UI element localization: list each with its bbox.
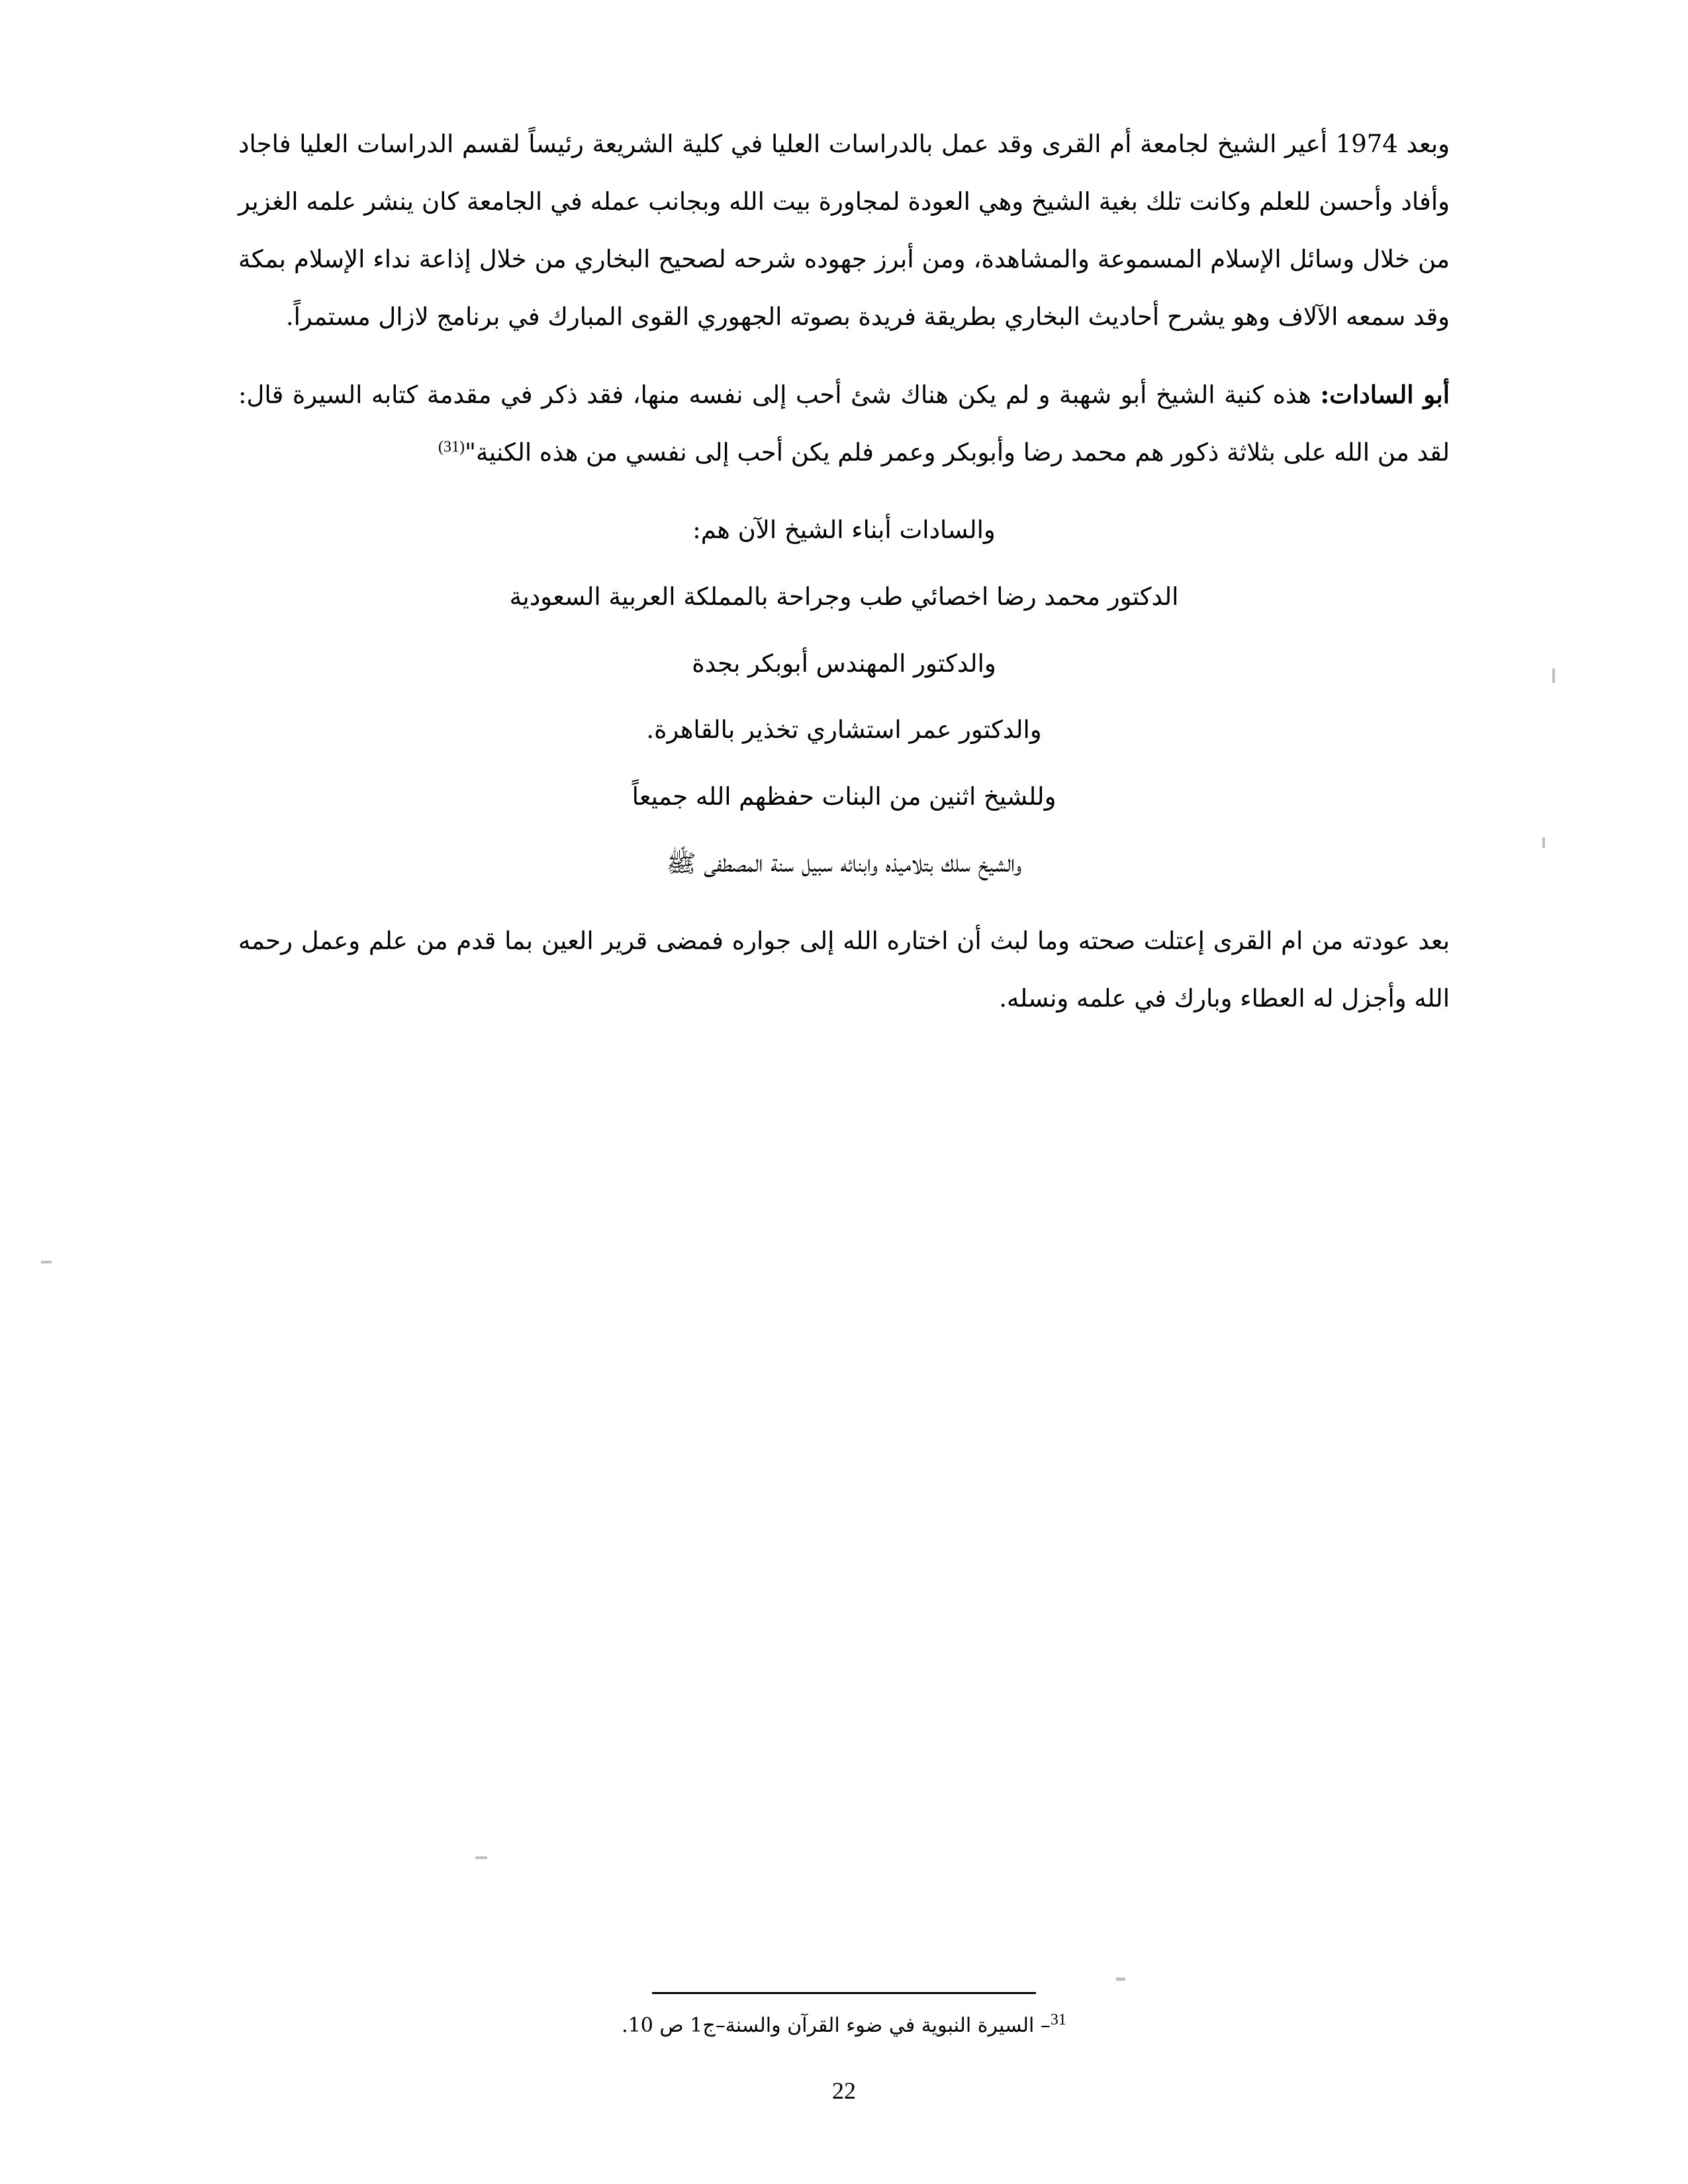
paragraph-8: والشيخ سلك بتلاميذه وابنائه سبيل سنة المصطفى ﷺ [666,849,1022,878]
paragraph-spacer [238,692,1450,702]
scan-speck [475,1856,487,1859]
paragraph-spacer [238,893,1450,913]
footnote-separator [652,1992,1036,1994]
scan-speck [1552,668,1555,683]
paragraph-spacer [238,759,1450,768]
paragraph-3: والسادات أبناء الشيخ الآن هم: [692,515,996,544]
footnote-area [238,1992,1450,2042]
scan-speck [41,1261,52,1263]
footnote-31 [238,2010,1450,2042]
scan-speck [1116,1978,1125,1981]
paragraph-1: وبعد 1974 أعير الشيخ لجامعة أم القرى وقد عمل بالدراسات العليا في كلية الشريعة رئيساً لقسم الدراسات العليا فاجاد وأفاد وأحسن للعلم وكانت تلك بغية الشيخ وهي العودة لمجاورة بيت الله وبجانب عمله في الجامعة كان ينشر علمه الغزير من خلال وسائل الإسلام المسموعة والمشاهدة، ومن أبرز جهوده شرحه لصحيح البخاري من خلال إذاعة نداء الإسلام بمكة وقد سمعه الآلاف وهو يشرح أحاديث البخاري بطريقة فريدة بصوته الجهوري القوى المبارك في برنامج لازال مستمراً. [238,130,1450,331]
footnote-number: 31 [1050,2011,1066,2028]
paragraph-7: وللشيخ اثنين من البنات حفظهم الله جميعاً [632,782,1056,811]
scan-speck [1542,837,1545,848]
footnote-reference-31: (31) [438,438,465,456]
paragraph-5: والدكتور المهندس أبوبكر بجدة [692,649,996,678]
paragraph-spacer [238,482,1450,502]
footnote-separator-wrap [238,1992,1450,1994]
footnote-body: – السيرة النبوية في ضوء القرآن والسنة–ج1 ص 10. [622,2014,1051,2037]
paragraph-6: والدكتور عمر استشاري تخذير بالقاهرة. [646,715,1042,745]
paragraph-spacer [238,559,1450,569]
page-number: 22 [832,2077,856,2104]
paragraph-9: بعد عودته من ام القرى إعتلت صحته وما لبث أن اختاره الله إلى جواره فمضى قرير العين بما قدم من علم وعمل رحمه الله وأجزل له العطاء وبارك في علمه ونسله. [238,927,1450,1013]
paragraph-spacer [238,346,1450,366]
page-body [238,116,1450,1028]
paragraph-2-lead: أبو السادات: [1320,379,1450,409]
paragraph-2-text: هذه كنية الشيخ أبو شهبة و لم يكن هناك شئ أحب إلى نفسه منها، فقد ذكر في مقدمة كتابه السيرة قال: لقد من الله على بثلاثة ذكور هم محمد رضا وأبوبكر وعمر فلم يكن أحب إلى نفسي من هذه الكنية" [238,380,1450,467]
paragraph-4: الدكتور محمد رضا اخصائي طب وجراحة بالمملكة العربية السعودية [509,582,1179,611]
paragraph-2 [238,366,1450,482]
paragraph-spacer [238,826,1450,835]
paragraph-spacer [238,626,1450,635]
